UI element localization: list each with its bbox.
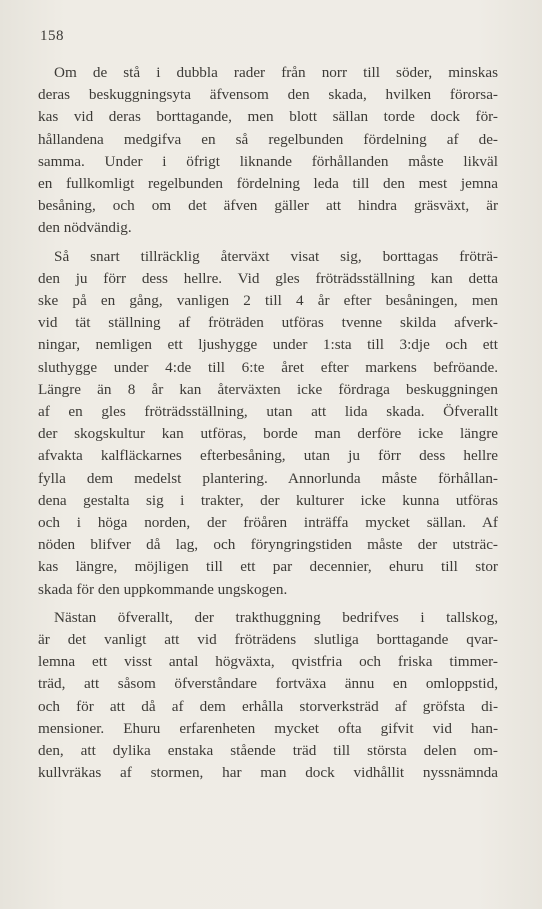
text-line: vid tät ställning af fröträden utföras tvenne skilda afverk-: [38, 314, 498, 332]
text-line: deras beskuggningsyta äfvensom den skada, hvilken förorsa-: [38, 86, 498, 104]
text-line: en fullkomligt regelbunden fördelning leda till den mest jemna: [38, 175, 498, 193]
text-line: besåning, och om det äfven gäller att hindra gräsväxt, är: [38, 197, 498, 215]
text-line: Om de stå i dubbla rader från norr till söder, minskas: [54, 64, 498, 81]
text-line: fylla dem medelst plantering. Annorlunda måste förhållan-: [38, 469, 498, 487]
text-line: Nästan öfverallt, der trakthuggning bedrifves i tallskog,: [54, 608, 498, 626]
text-line: kas vid deras borttagande, men blott sällan torde dock för-: [38, 108, 498, 126]
text-line: hållandena medgifva en så regelbunden fördelning af de-: [38, 130, 498, 148]
text-line: mensioner. Ehuru erfarenheten mycket ofta gifvit vid han-: [38, 719, 498, 737]
text-line: afvakta kalfläckarnes efterbesåning, utan ju förr dess hellre: [38, 447, 498, 465]
text-line: kullvräkas af stormen, har man dock vidhållit nyssnämnda: [38, 764, 498, 782]
text-line: ningar, nemligen ett ljushygge under 1:sta till 3:dje och ett: [38, 336, 498, 354]
text-line: ske på en gång, vanligen 2 till 4 år efter besåningen, men: [38, 292, 498, 310]
text-line: skada för den uppkommande ungskogen.: [38, 580, 288, 598]
text-line: dena gestalta sig i trakter, der kulturer icke kunna utföras: [38, 491, 498, 509]
text-line: den nödvändig.: [38, 219, 132, 237]
paragraph-3: [38, 607, 498, 785]
text-line: är det vanligt att vid fröträdens slutliga borttagande qvar-: [38, 631, 498, 649]
paragraph-2: [38, 246, 498, 601]
text-line: lemna ett visst antal högväxta, qvistfria och friska timmer-: [38, 653, 498, 671]
text-line: samma. Under i öfrigt liknande förhållanden måste likväl: [38, 152, 498, 170]
text-line: af en gles fröträdsställning, utan att lida skada. Öfverallt: [38, 403, 498, 421]
text-line: den, att dylika enstaka stående träd till största delen om-: [38, 742, 498, 760]
page-number: 158: [40, 28, 64, 44]
text-line: nöden blifver då lag, och föryngringstiden måste der utsträc-: [38, 536, 498, 554]
text-line: sluthygge under 4:de till 6:te året efter markens befröande.: [38, 358, 498, 376]
text-line: Längre än 8 år kan återväxten icke fördraga beskuggningen: [38, 380, 498, 398]
text-line: och för att då af dem erhålla storverksträd af gröfsta di-: [38, 697, 498, 715]
text-line: kas längre, möjligen till ett par decennier, ehuru till stor: [38, 558, 498, 576]
paragraph-1: [38, 62, 498, 240]
text-line: den ju förr dess hellre. Vid gles fröträdsställning kan detta: [38, 269, 498, 287]
page-body: [38, 62, 498, 791]
text-line: der skogskultur kan utföras, borde man derföre icke längre: [38, 425, 498, 443]
text-line: och i höga norden, der fröåren inträffa mycket sällan. Af: [38, 514, 498, 532]
text-line: Så snart tillräcklig återväxt visat sig, borttagas fröträ-: [54, 247, 498, 265]
text-line: träd, att såsom öfverståndare fortväxa ännu en omloppstid,: [38, 675, 498, 693]
